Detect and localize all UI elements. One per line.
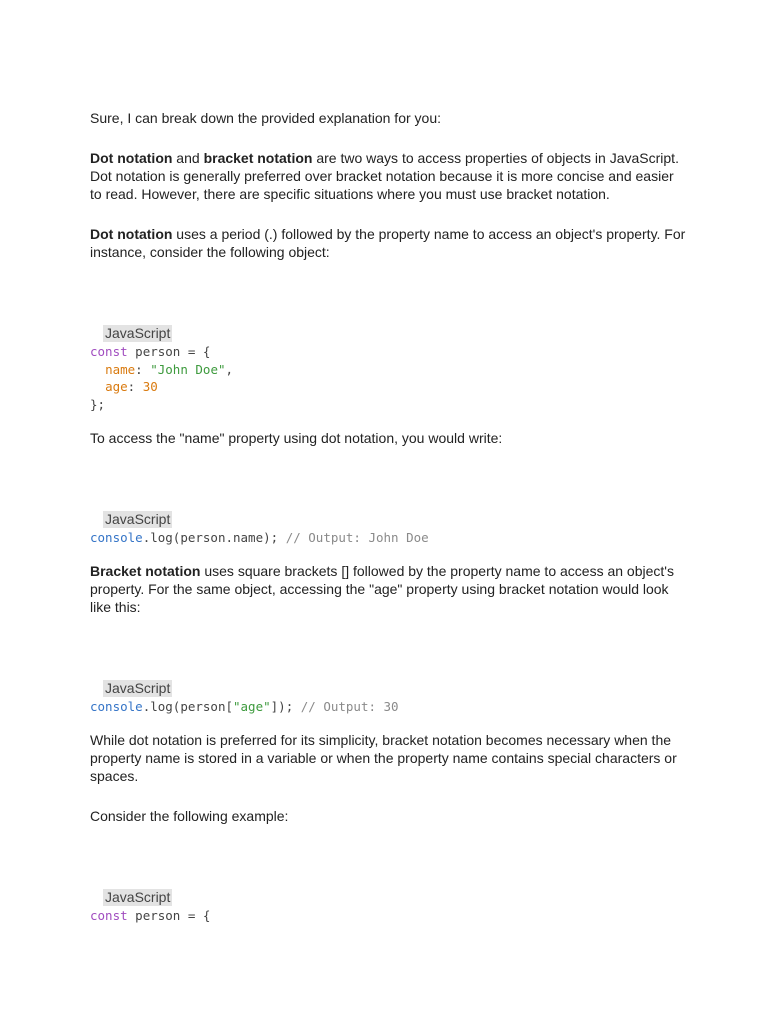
code-language-label: JavaScript	[105, 325, 171, 341]
code-object: console	[90, 530, 143, 545]
code-number: 30	[142, 379, 158, 395]
code-comment: // Output: John Doe	[285, 530, 429, 545]
bold-term: Dot notation	[90, 150, 173, 166]
code-text: :	[127, 379, 143, 395]
code-text: :	[135, 361, 151, 377]
code-indent	[90, 362, 105, 377]
paragraph-dot-notation	[90, 226, 690, 262]
intro-text: Sure, I can break down the provided explanation for you:	[90, 110, 441, 126]
code-keyword: const	[90, 344, 128, 359]
code-indent	[90, 379, 105, 394]
code-language-label: JavaScript	[105, 680, 171, 696]
code-text: person = {	[127, 908, 211, 923]
code-text: ,	[225, 361, 234, 377]
text-run: uses a period (.) followed by the property name to access an object's property. For instance, consider the following object:	[90, 226, 686, 260]
paragraph-intro-notations	[90, 150, 680, 203]
code-block-bracket-access	[90, 698, 399, 716]
code-block-dot-access	[90, 529, 429, 547]
code-text: person = {	[127, 344, 211, 359]
bold-term: Dot notation	[90, 226, 173, 242]
paragraph-consider: Consider the following example:	[90, 808, 289, 824]
code-language-label: JavaScript	[105, 511, 171, 527]
code-language-label: JavaScript	[105, 889, 171, 905]
text-run: are two ways to access properties of objects in JavaScript. Dot notation is generally preferred over bracket notation because it is more concise and easier to read. However, there are specific situations where you must use bracket notation.	[90, 150, 679, 202]
code-text: .log(person.name);	[142, 530, 286, 545]
code-block-object	[90, 343, 233, 413]
code-block-example	[90, 907, 210, 925]
code-text: ]);	[270, 699, 301, 714]
paragraph-bracket-notation	[90, 563, 680, 616]
code-string: "age"	[233, 699, 271, 714]
code-text: .log(person[	[142, 699, 233, 714]
code-text: };	[90, 396, 106, 412]
code-property: age	[105, 379, 128, 395]
paragraph-when-bracket: While dot notation is preferred for its simplicity, bracket notation becomes necessary when the property name is stored in a variable or when the property name contains special characters or spaces.	[90, 732, 677, 784]
text-run: uses square brackets [] followed by the property name to access an object's property. For the same object, accessing the "age" property using bracket notation would look like this:	[90, 563, 674, 615]
text-run: and	[172, 150, 204, 166]
paragraph-dot-example: To access the "name" property using dot notation, you would write:	[90, 430, 503, 446]
code-property: name	[105, 361, 136, 377]
code-comment: // Output: 30	[300, 699, 399, 714]
code-string: "John Doe"	[150, 361, 226, 377]
code-object: console	[90, 699, 143, 714]
code-keyword: const	[90, 908, 128, 923]
bold-term: bracket notation	[203, 150, 313, 166]
bold-term: Bracket notation	[90, 563, 201, 579]
